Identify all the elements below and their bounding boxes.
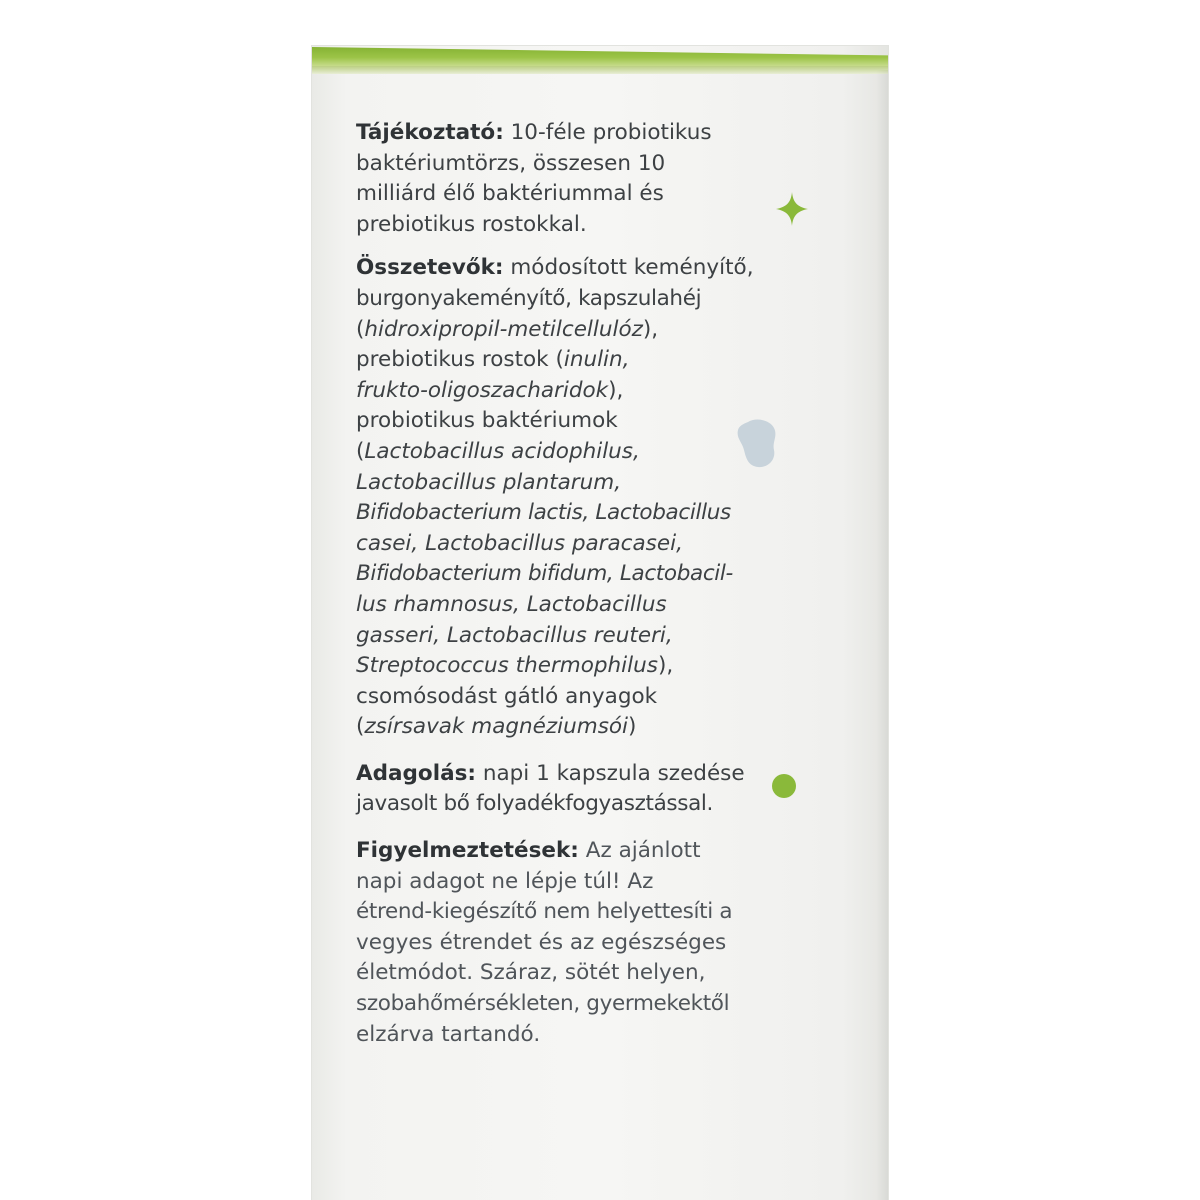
fos-text: frukto-oligoszacharidok: [356, 377, 609, 403]
warnings-line-2: napi adagot ne lépje túl! Az: [356, 868, 654, 894]
paren-open: (: [356, 316, 365, 342]
info-line-2: baktériumtörzs, összesen 10: [356, 150, 666, 176]
strain-text: casei, Lactobacillus paracasei,: [356, 530, 683, 556]
lid-shadow: [312, 66, 888, 74]
paren-open: (: [356, 438, 365, 464]
warnings-text: Az ajánlott: [578, 838, 701, 864]
ingredients-line-12: [356, 590, 826, 621]
ingredients-line-7: [356, 437, 826, 468]
ingredients-line-15: csomósodást gátló anyagok: [356, 683, 658, 709]
warnings-line-3: étrend-kiegészítő nem helyettesíti a: [356, 899, 733, 925]
ingredients-line-5: [356, 376, 826, 407]
ingredients-paragraph: [356, 253, 826, 743]
warnings-heading: Figyelmeztetések:: [356, 838, 579, 864]
ingredients-line-3: [356, 315, 826, 346]
dosage-paragraph: [356, 759, 826, 820]
ingredients-heading: Összetevők:: [356, 255, 504, 281]
capsule-shell-material: hidroxipropil-metilcellulóz: [364, 316, 643, 342]
strain-text: lus rhamnosus, Lactobacillus: [356, 591, 667, 617]
warnings-line-5: életmódot. Száraz, sötét helyen,: [356, 960, 706, 986]
info-line-4: prebiotikus rostokkal.: [356, 211, 587, 237]
info-line-1: [356, 118, 826, 149]
strain-text: Bifidobacterium bifidum, Lactobacil-: [356, 561, 733, 587]
info-text: 10-féle probiotikus: [503, 120, 712, 145]
dosage-heading: Adagolás:: [356, 760, 476, 786]
warnings-line-7: elzárva tartandó.: [356, 1021, 541, 1047]
label-text-block: [356, 118, 826, 1050]
paren-close: ),: [642, 316, 659, 342]
anticaking-agent-text: zsírsavak magnéziumsói: [364, 714, 629, 740]
ingredients-line-6: probiotikus baktériumok: [356, 408, 618, 434]
ingredients-line-10: [356, 529, 826, 560]
inulin-text: inulin,: [563, 347, 630, 373]
prebiotic-fibres-text: prebiotikus rostok (: [356, 347, 564, 373]
ingredients-line-16: [356, 712, 826, 743]
package-edge: [876, 70, 888, 1200]
paren-open: (: [356, 714, 365, 740]
ingredients-line-4: [356, 345, 826, 376]
ingredients-line-13: [356, 621, 826, 652]
ingredients-line-8: [356, 468, 826, 499]
paren-close: ): [628, 714, 637, 740]
paren-close: ),: [657, 653, 674, 679]
strain-text: Bifidobacterium lactis, Lactobacillus: [356, 500, 731, 526]
warnings-paragraph: [356, 836, 826, 1050]
warnings-line-6: szobahőmérsékleten, gyermekektől: [356, 991, 730, 1017]
ingredients-line-11: [356, 559, 826, 590]
info-paragraph: [356, 118, 826, 240]
ingredients-text: módosított keményítő,: [503, 255, 754, 281]
strain-text: Streptococcus thermophilus: [356, 653, 658, 679]
warnings-line-1: [356, 836, 826, 867]
strain-text: Lactobacillus acidophilus,: [364, 438, 640, 464]
dosage-text: napi 1 kapszula szedése: [475, 760, 745, 786]
strain-text: Lactobacillus plantarum,: [356, 469, 622, 495]
paren-close: ),: [608, 377, 624, 403]
dosage-line-1: [356, 759, 826, 790]
info-line-3: milliárd élő baktériummal és: [356, 181, 664, 207]
dosage-line-2: javasolt bő folyadékfogyasztással.: [356, 791, 714, 817]
info-heading: Tájékoztató:: [356, 120, 504, 145]
ingredients-line-1: [356, 253, 826, 284]
ingredients-line-2: burgonyakeményítő, kapszulahéj: [356, 285, 702, 311]
ingredients-line-14: [356, 651, 826, 682]
warnings-line-4: vegyes étrendet és az egészséges: [356, 929, 727, 955]
strain-text: gasseri, Lactobacillus reuteri,: [356, 622, 673, 648]
ingredients-line-9: [356, 498, 826, 529]
